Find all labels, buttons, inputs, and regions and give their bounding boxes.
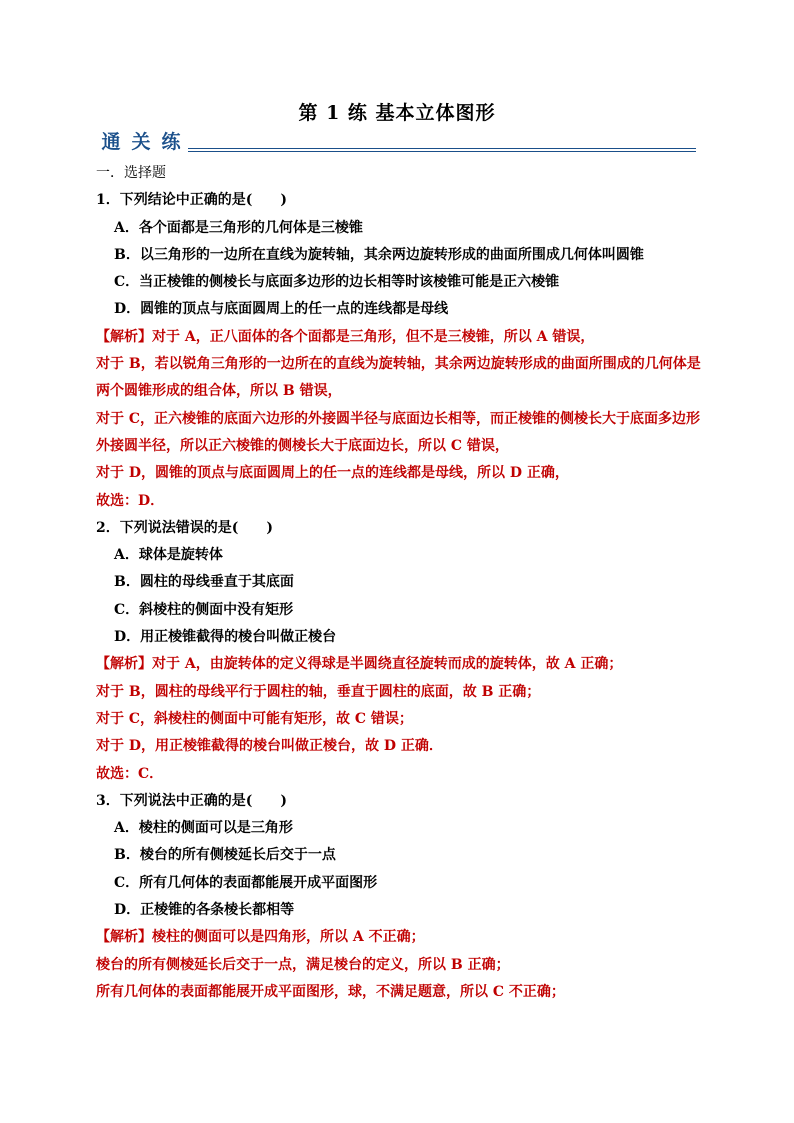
- question-stem: 1．下列结论中正确的是( ): [96, 192, 287, 209]
- badge-char: 练: [161, 131, 181, 153]
- solution-line: 【解析】对于 A，正八面体的各个面都是三角形，但不是三棱锥，所以 A 错误，: [96, 328, 595, 345]
- answer-option: B．以三角形的一边所在直线为旋转轴，其余两边旋转形成的曲面所围成几何体叫圆锥: [114, 246, 644, 263]
- badge-char: 通: [101, 131, 121, 153]
- document-body: [96, 160, 708, 1006]
- solution-line: 故选：C．: [96, 765, 164, 782]
- answer-option: D．圆锥的顶点与底面圆周上的任一点的连线都是母线: [114, 301, 449, 318]
- solution-line: 两个圆锥形成的组合体，所以 B 错误，: [96, 383, 342, 400]
- answer-option: B．棱台的所有侧棱延长后交于一点: [114, 847, 336, 864]
- solution-line: 对于 D，用正棱锥截得的棱台叫做正棱台，故 D 正确．: [96, 738, 443, 755]
- section-heading: 一．选择题: [96, 165, 166, 181]
- banner-rule: [188, 148, 696, 152]
- answer-option: C．当正棱锥的侧棱长与底面多边形的边长相等时该棱锥可能是正六棱锥: [114, 274, 560, 291]
- solution-line: 对于 D，圆锥的顶点与底面圆周上的任一点的连线都是母线，所以 D 正确，: [96, 465, 569, 482]
- answer-option: D．用正棱锥截得的棱台叫做正棱台: [114, 629, 337, 646]
- answer-option: A．各个面都是三角形的几何体是三棱锥: [114, 219, 363, 236]
- solution-line: 对于 B，若以锐角三角形的一边所在的直线为旋转轴，其余两边旋转形成的曲面所围成的几何体是: [96, 356, 701, 373]
- solution-line: 所有几何体的表面都能展开成平面图形，球，不满足题意，所以 C 不正确；: [96, 983, 565, 1000]
- answer-option: A．球体是旋转体: [114, 547, 223, 564]
- answer-option: C．所有几何体的表面都能展开成平面图形: [114, 874, 378, 891]
- answer-option: B．圆柱的母线垂直于其底面: [114, 574, 294, 591]
- question-stem: 2．下列说法错误的是( ): [96, 519, 273, 536]
- answer-option: A．棱柱的侧面可以是三角形: [114, 820, 293, 837]
- solution-line: 对于 C，正六棱锥的底面六边形的外接圆半径与底面边长相等，而正棱锥的侧棱长大于底面多边形: [96, 410, 701, 427]
- badge-char: 关: [131, 131, 151, 153]
- section-banner: [96, 128, 696, 160]
- solution-line: 故选：D．: [96, 492, 165, 509]
- solution-line: 对于 B，圆柱的母线平行于圆柱的轴，垂直于圆柱的底面，故 B 正确；: [96, 683, 541, 700]
- solution-line: 【解析】对于 A，由旋转体的定义得球是半圆绕直径旋转而成的旋转体，故 A 正确；: [96, 656, 623, 673]
- solution-line: 【解析】棱柱的侧面可以是四角形，所以 A 不正确；: [96, 929, 425, 946]
- solution-line: 棱台的所有侧棱延长后交于一点，满足棱台的定义，所以 B 正确；: [96, 956, 510, 973]
- solution-line: 对于 C，斜棱柱的侧面中可能有矩形，故 C 错误；: [96, 710, 413, 727]
- question-stem: 3．下列说法中正确的是( ): [96, 792, 287, 809]
- page-title: 第 1 练 基本立体图形: [298, 102, 496, 124]
- tongguanlian-badge: [96, 128, 186, 158]
- answer-option: C．斜棱柱的侧面中没有矩形: [114, 601, 294, 618]
- answer-option: D．正棱锥的各条棱长都相等: [114, 902, 295, 919]
- solution-line: 外接圆半径，所以正六棱锥的侧棱长大于底面边长，所以 C 错误，: [96, 437, 509, 454]
